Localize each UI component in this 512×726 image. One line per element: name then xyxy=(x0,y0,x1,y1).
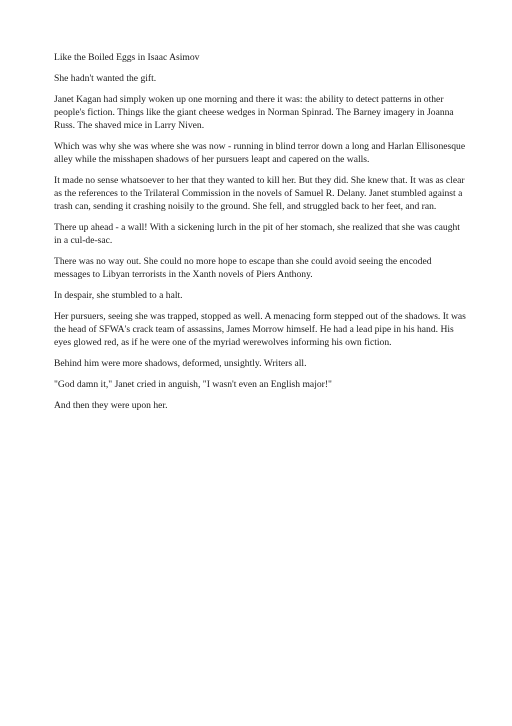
paragraph: Which was why she was where she was now - running in blind terror down a long and Harlan Ellisonesque alley while the misshapen shadows of her pursuers leapt and capered on the walls. xyxy=(54,141,466,165)
paragraph: It made no sense whatsoever to her that they wanted to kill her. But they did. She knew that. It was as clear as the references to the Trilateral Commission in the novels of Samuel R. Delany. Janet stumbled against a trash can, sending it crashing noisily to the ground. She fell, and struggled back to her feet, and ran. xyxy=(54,175,465,212)
paragraph: There up ahead - a wall! With a sickening lurch in the pit of her stomach, she realized that she was caught in a cul-de-sac. xyxy=(54,222,460,246)
document-title: Like the Boiled Eggs in Isaac Asimov xyxy=(54,52,200,63)
paragraph: In despair, she stumbled to a halt. xyxy=(54,290,183,301)
paragraph: There was no way out. She could no more hope to escape than she could avoid seeing the encoded messages to Libyan terrorists in the Xanth novels of Piers Anthony. xyxy=(54,256,432,280)
paragraph: She hadn't wanted the gift. xyxy=(54,73,157,84)
paragraph: Behind him were more shadows, deformed, unsightly. Writers all. xyxy=(54,358,307,369)
paragraph: "God damn it," Janet cried in anguish, "I wasn't even an English major!" xyxy=(54,379,332,390)
paragraph: And then they were upon her. xyxy=(54,400,168,411)
paragraph: Janet Kagan had simply woken up one morning and there it was: the ability to detect patterns in other people's fiction. Things like the giant cheese wedges in Norman Spinrad. The Barney imagery in Joanna Russ. The shaved mice in Larry Niven. xyxy=(54,94,454,131)
paragraph: Her pursuers, seeing she was trapped, stopped as well. A menacing form stepped out of the shadows. It was the head of SFWA's crack team of assassins, James Morrow himself. He had a lead pipe in his hand. His eyes glowed red, as if he were one of the myriad werewolves informing his own fiction. xyxy=(54,311,466,348)
